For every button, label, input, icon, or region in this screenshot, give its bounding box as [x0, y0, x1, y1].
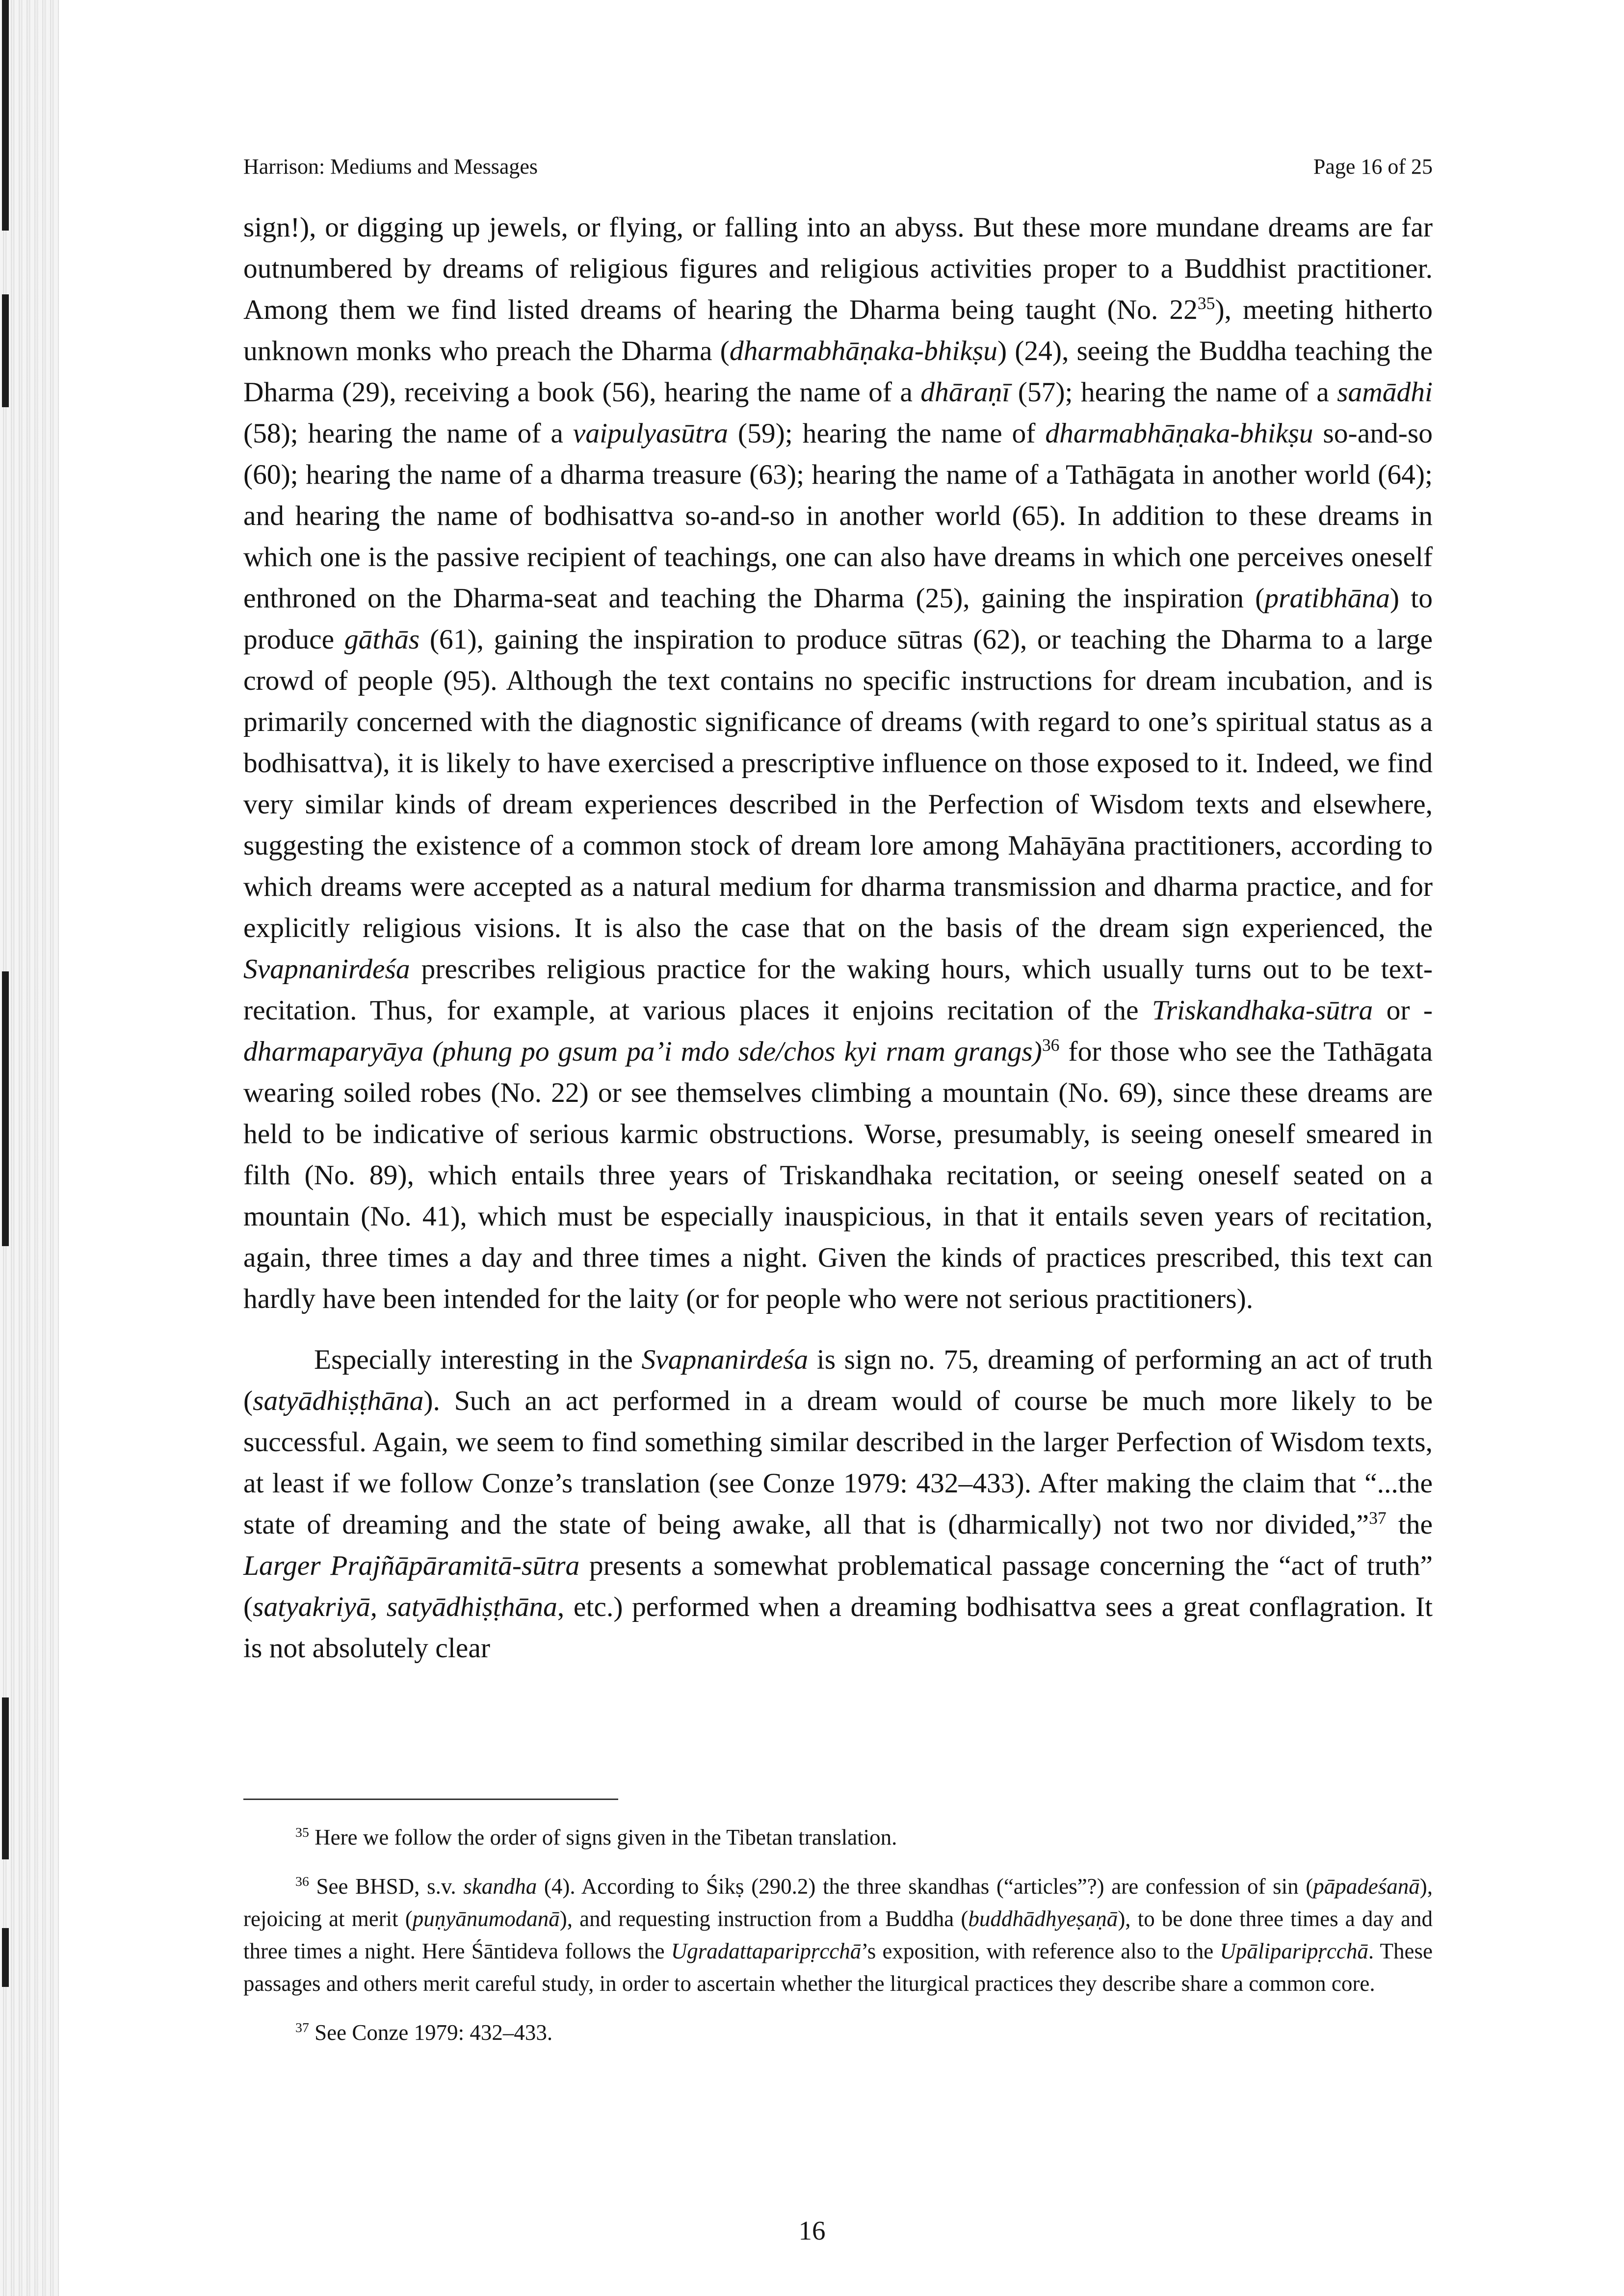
binding-shadow-bottom	[2, 1928, 9, 1987]
footnote-ref-36[interactable]: 36	[1042, 1035, 1060, 1055]
paragraph-2: Especially interesting in the Svapnanirdeśa is sign no. 75, dreaming of performing an act of truth (satyādhiṣṭhāna). Such an act performed in a dream would of course be much more likely to be successful. Again, we seem to find something similar described in the larger Perfection of Wisdom texts, at least if we follow Conze’s translation (see Conze 1979: 432–433). After making the claim that “...the state of dreaming and the state of being awake, all that is (dharmically) not two nor divided,”$^{37}$ the Larger Prajñāpāramitā-sūtra presents a somewhat problematical passage concerning the “act of truth” (satyakriyā, satyādhiṣṭhāna, etc.) performed when a dreaming bodhisattva sees a great conflagration. It is not absolutely clear	[243, 1344, 1433, 1664]
footnote-ref-35[interactable]: 35	[1197, 293, 1215, 313]
footnote-divider	[243, 1799, 618, 1800]
scan-binding-edge	[0, 0, 59, 2296]
binding-shadow-middle	[2, 971, 9, 1246]
running-title: Harrison: Mediums and Messages	[243, 155, 538, 179]
paragraph-1: sign!), or digging up jewels, or flying, or falling into an abyss. But these more mundane dreams are far outnumbered by dreams of religious figures and religious activities proper to a Buddhist practitioner. Among them we find listed dreams of hearing the Dharma being taught (No. $22^{35}$), meeting hitherto unknown monks who preach the Dharma (dharmabhāṇaka-bhikṣu) (24), seeing the Buddha teaching the Dharma (29), receiving a book (56), hearing the name of a dhāraṇī (57); hearing the name of a samādhi (58); hearing the name of a vaipulyasūtra (59); hearing the name of dharmabhāṇaka-bhikṣu so-and-so (60); hearing the name of a dharma treasure (63); hearing the name of a Tathāgata in another world (64); and hearing the name of bodhisattva so-and-so in another world (65). In addition to these dreams in which one is the passive recipient of teachings, one can also have dreams in which one perceives oneself enthroned on the Dharma-seat and teaching the Dharma (25), gaining the inspiration (pratibhāna) to produce gāthās (61), gaining the inspiration to produce sūtras (62), or teaching the Dharma to a large crowd of people (95). Although the text contains no specific instructions for dream incubation, and is primarily concerned with the diagnostic significance of dreams (with regard to one’s spiritual status as a bodhisattva), it is likely to have exercised a prescriptive influence on those exposed to it. Indeed, we find very similar kinds of dream experiences described in the Perfection of Wisdom texts and elsewhere, suggesting the existence of a common stock of dream lore among Mahāyāna practitioners, according to which dreams were accepted as a natural medium for dharma transmission and dharma practice, and for explicitly religious visions. It is also the case that on the basis of the dream sign experienced, the Svapnanirdeśa prescribes religious practice for the waking hours, which usually turns out to be text-recitation. Thus, for example, at various places it enjoins recitation of the Triskandhaka-sūtra or -dharmaparyāya (phung po gsum pa’i mdo sde/chos kyi rnam grangs)$^{36}$ for those who see the Tathāgata wearing soiled robes (No. 22) or see themselves climbing a mountain (No. 69), since these dreams are held to be indicative of serious karmic obstructions. Worse, presumably, is seeing oneself smeared in filth (No. 89), which entails three years of Triskandhaka recitation, or seeing oneself seated on a mountain (No. 41), which must be especially inauspicious, in that it entails seven years of recitation, again, three times a day and three times a night. Given the kinds of practices prescribed, this text can hardly have been intended for the laity (or for people who were not serious practitioners).	[243, 212, 1433, 1314]
page-header	[243, 147, 1433, 186]
footnote-number-37: 37	[295, 2020, 309, 2035]
footnote-number-36: 36	[295, 1874, 309, 1889]
binding-shadow-upper	[2, 294, 9, 407]
page-indicator: Page 16 of 25	[1313, 155, 1433, 179]
page-number: 16	[798, 2216, 826, 2245]
footnotes	[243, 1821, 1433, 2065]
binding-shadow-top	[2, 0, 9, 231]
footnote-ref-37[interactable]: 37	[1369, 1508, 1387, 1528]
footnote-36: $^{36}$ See BHSD, s.v. skandha (4). According to Śikṣ (290.2) the three skandhas (“articles”?) are confession of sin (pāpadeśanā), rejoicing at merit (puṇyānumodanā), and requesting instruction from a Buddha (buddhādhyeṣaṇā), to be done three times a day and three times a night. Here Śāntideva follows the Ugradattaparipṛcchā’s exposition, with reference also to the Upāliparipṛcchā. These passages and others merit careful study, in order to ascertain whether the liturgical practices they describe share a common core.	[243, 1874, 1433, 1996]
footnote-number-35: 35	[295, 1825, 309, 1840]
binding-shadow-lower	[2, 1697, 9, 1859]
main-text	[243, 207, 1433, 1669]
footnote-35: $^{35}$ Here we follow the order of signs given in the Tibetan translation.	[295, 1825, 897, 1850]
footnote-37: $^{37}$ See Conze 1979: 432–433.	[295, 2020, 553, 2045]
